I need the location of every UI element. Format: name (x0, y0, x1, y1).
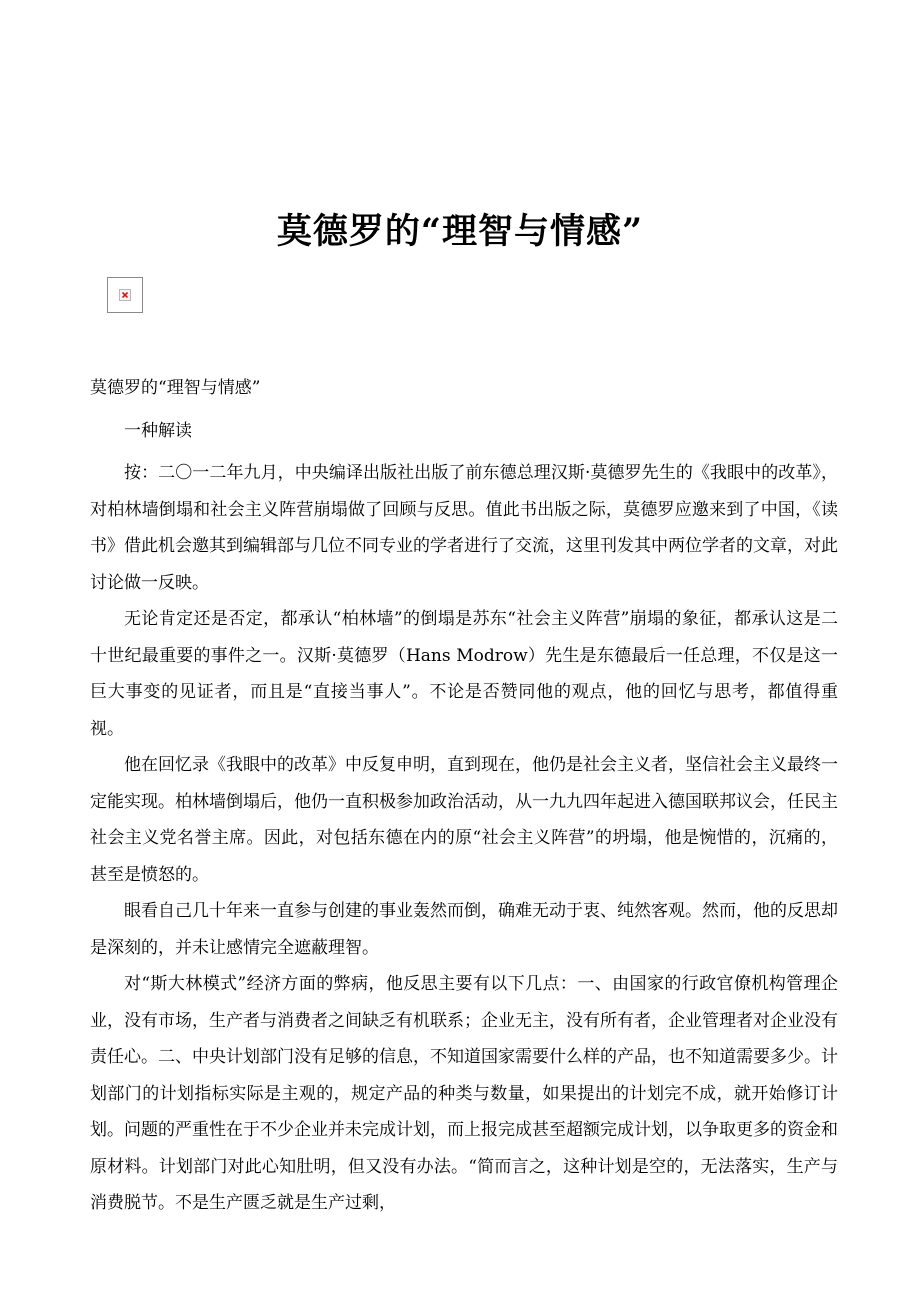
paragraph-berlin-wall: 无论肯定还是否定，都承认“柏林墙”的倒塌是苏东“社会主义阵营”崩塌的象征，都承认这是二十世纪最重要的事件之一。汉斯·莫德罗（Hans Modrow）先生是东德最后一任总理，不仅是这一巨大事变的见证者，而且是“直接当事人”。不论是否赞同他的观点，他的回忆与思考，都值得重视。 (90, 609, 838, 739)
paragraph-stalin-model: 对“斯大林模式”经济方面的弊病，他反思主要有以下几点：一、由国家的行政官僚机构管理企业，没有市场，生产者与消费者之间缺乏有机联系；企业无主，没有所有者，企业管理者对企业没有责任心。二、中央计划部门没有足够的信息，不知道国家需要什么样的产品，也不知道需要多少。计划部门的计划指标实际是主观的，规定产品的种类与数量，如果提出的计划完不成，就开始修订计划。问题的严重性在于不少企业并未完成计划，而上报完成甚至超额完成计划，以争取更多的资金和原材料。计划部门对此心知肚明，但又没有办法。“简而言之，这种计划是空的，无法落实，生产与消费脱节。不是生产匮乏就是生产过剩， (90, 974, 838, 1213)
red-x-icon (122, 292, 128, 298)
document-title: 莫德罗的“理智与情感” (276, 211, 644, 253)
subtitle-line: 莫德罗的“理智与情感” (90, 378, 261, 398)
broken-image-placeholder (107, 277, 143, 313)
document-body (90, 370, 838, 1222)
subheading: 一种解读 (124, 420, 192, 441)
paragraph-reflection: 眼看自己几十年来一直参与创建的事业轰然而倒，确难无动于衷、纯然客观。然而，他的反思却是深刻的，并未让感情完全遮蔽理智。 (90, 901, 838, 958)
broken-image-icon (119, 289, 131, 301)
paragraph-memoir: 他在回忆录《我眼中的改革》中反复申明，直到现在，他仍是社会主义者，坚信社会主义最终一定能实现。柏林墙倒塌后，他仍一直积极参加政治活动，从一九九四年起进入德国联邦议会，任民主社会主义党名誉主席。因此，对包括东德在内的原“社会主义阵营”的坍塌，他是惋惜的，沉痛的，甚至是愤怒的。 (90, 755, 838, 885)
paragraph-preface: 按：二〇一二年九月，中央编译出版社出版了前东德总理汉斯·莫德罗先生的《我眼中的改革》，对柏林墙倒塌和社会主义阵营崩塌做了回顾与反思。值此书出版之际，莫德罗应邀来到了中国，《读书》借此机会邀其到编辑部与几位不同专业的学者进行了交流，这里刊发其中两位学者的文章，对此讨论做一反映。 (90, 463, 838, 593)
